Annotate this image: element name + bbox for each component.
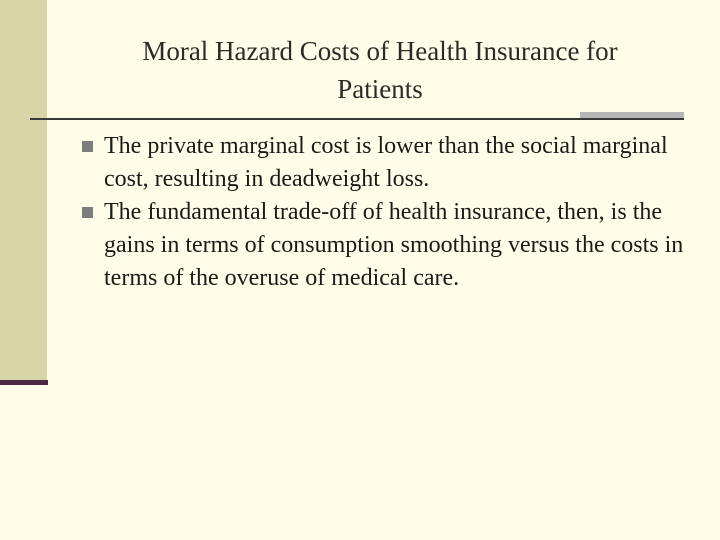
bullet-text: The private marginal cost is lower than the social marginal cost, resulting in deadweight loss. <box>104 133 668 192</box>
decorative-side-bar <box>0 0 47 382</box>
slide-title-line-2: Patients <box>337 74 423 104</box>
square-bullet-icon <box>82 207 93 218</box>
slide-title-line-1: Moral Hazard Costs of Health Insurance for <box>142 36 618 66</box>
title-rule <box>30 118 684 120</box>
bullet-item <box>80 196 690 295</box>
bullet-list <box>80 130 690 295</box>
slide-title <box>60 32 700 108</box>
decorative-side-bar-accent <box>0 380 48 385</box>
bullet-item <box>80 130 690 196</box>
square-bullet-icon <box>82 141 93 152</box>
bullet-text: The fundamental trade-off of health insurance, then, is the gains in terms of consumption smoothing versus the costs in terms of the overuse of medical care. <box>104 199 684 291</box>
